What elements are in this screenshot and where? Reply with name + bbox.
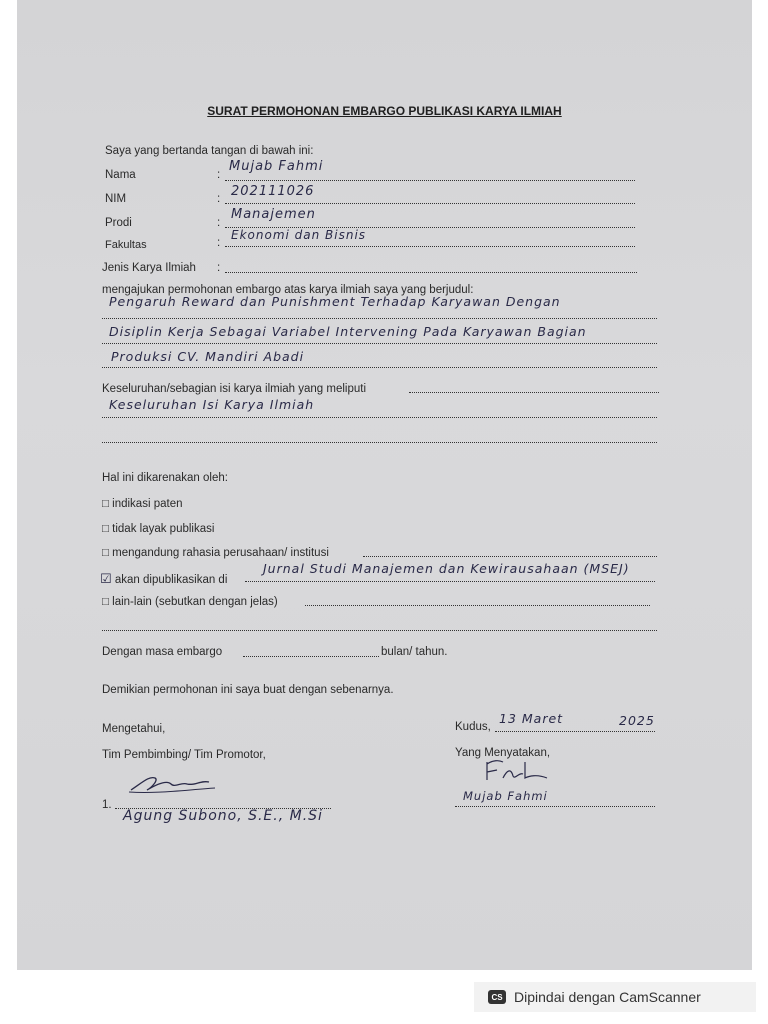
prodi-colon: :	[217, 217, 221, 229]
rahasia-dots	[363, 556, 657, 557]
supervisor-signature-icon	[125, 768, 217, 798]
applicant-dots	[455, 806, 655, 807]
scanner-label: Dipindai dengan CamScanner	[514, 989, 701, 1005]
document-title: SURAT PERMOHONAN EMBARGO PUBLIKASI KARYA ILMIAH	[207, 104, 562, 118]
option-paten-label: indikasi paten	[112, 498, 183, 510]
option-tidak-layak-label: tidak layak publikasi	[112, 523, 215, 535]
option-lain-label: lain-lain (sebutkan dengan jelas)	[112, 596, 278, 608]
nim-label: NIM	[105, 193, 127, 205]
option-lain	[102, 596, 278, 608]
option-publikasi	[100, 571, 227, 587]
scanner-watermark	[474, 982, 756, 1012]
mengetahui-label: Mengetahui,	[102, 723, 166, 735]
closing-text: Demikian permohonan ini saya buat dengan sebenarnya.	[102, 684, 394, 696]
nama-value: Mujab Fahmi	[229, 159, 324, 174]
judul-intro: mengajukan permohonan embargo atas karya ilmiah saya yang berjudul:	[102, 284, 474, 296]
jenis-label: Jenis Karya Ilmiah	[102, 262, 196, 274]
publikasi-dots	[245, 581, 655, 582]
jenis-colon: :	[217, 262, 221, 274]
checkbox-icon: □	[102, 523, 109, 535]
nim-colon: :	[217, 193, 221, 205]
scope-dots-inline	[409, 392, 659, 393]
option-rahasia	[102, 547, 329, 559]
option-tidak-layak	[102, 523, 214, 535]
lain-dots	[305, 605, 650, 606]
applicant-name: Mujab Fahmi	[463, 789, 548, 803]
scope-value: Keseluruhan Isi Karya Ilmiah	[109, 397, 315, 412]
pembimbing-name: Agung Subono, S.E., M.Si	[123, 808, 323, 824]
embargo-suffix: bulan/ tahun.	[381, 646, 448, 658]
applicant-signature-icon	[481, 756, 561, 786]
pembimbing-number: 1.	[102, 799, 112, 811]
jenis-dots	[225, 272, 637, 273]
judul-dots-2	[102, 343, 657, 344]
reason-intro: Hal ini dikarenakan oleh:	[102, 472, 228, 484]
embargo-dots	[243, 656, 379, 657]
scope-dots-2	[102, 442, 657, 443]
nama-dots	[225, 180, 635, 181]
date-dots	[495, 731, 655, 732]
date-day-month: 13 Maret	[499, 711, 564, 726]
fakultas-colon: :	[217, 237, 221, 249]
judul-line-1: Pengaruh Reward dan Punishment Terhadap Karyawan Dengan	[109, 294, 561, 309]
nama-label: Nama	[105, 169, 136, 181]
intro-text: Saya yang bertanda tangan di bawah ini:	[105, 145, 314, 157]
option-rahasia-label: mengandung rahasia perusahaan/ institusi	[112, 547, 329, 559]
nim-dots	[225, 203, 635, 204]
option-publikasi-label: akan dipublikasikan di	[114, 574, 228, 586]
option-paten	[102, 498, 182, 510]
city-label: Kudus,	[455, 721, 491, 733]
embargo-prefix: Dengan masa embargo	[102, 646, 223, 658]
checkbox-icon: □	[102, 498, 109, 510]
scope-dots-1	[102, 417, 657, 418]
fakultas-dots	[225, 246, 635, 247]
checkbox-icon: □	[102, 596, 109, 608]
publikasi-value: Jurnal Studi Manajemen dan Kewirausahaan (MSEJ)	[263, 561, 630, 576]
prodi-label: Prodi	[105, 217, 132, 229]
prodi-value: Manajemen	[231, 207, 316, 222]
nim-value: 202111026	[231, 184, 315, 199]
applicant-role: Yang Menyatakan,	[455, 747, 551, 759]
judul-dots-1	[102, 318, 657, 319]
lain-dots-2	[102, 630, 657, 631]
camscanner-logo-icon: CS	[488, 990, 506, 1004]
date-year: 2025	[619, 713, 655, 728]
checkbox-icon: □	[102, 547, 109, 559]
scanned-page	[17, 0, 752, 970]
fakultas-value: Ekonomi dan Bisnis	[231, 228, 367, 242]
pembimbing-role: Tim Pembimbing/ Tim Promotor,	[102, 749, 266, 761]
scope-intro: Keseluruhan/sebagian isi karya ilmiah yang meliputi	[102, 383, 367, 395]
judul-dots-3	[102, 367, 657, 368]
judul-line-2: Disiplin Kerja Sebagai Variabel Intervening Pada Karyawan Bagian	[109, 324, 587, 339]
checked-checkbox-icon: ☑	[100, 571, 112, 586]
judul-line-3: Produksi CV. Mandiri Abadi	[111, 349, 305, 364]
nama-colon: :	[217, 169, 221, 181]
fakultas-label: Fakultas	[105, 239, 147, 251]
